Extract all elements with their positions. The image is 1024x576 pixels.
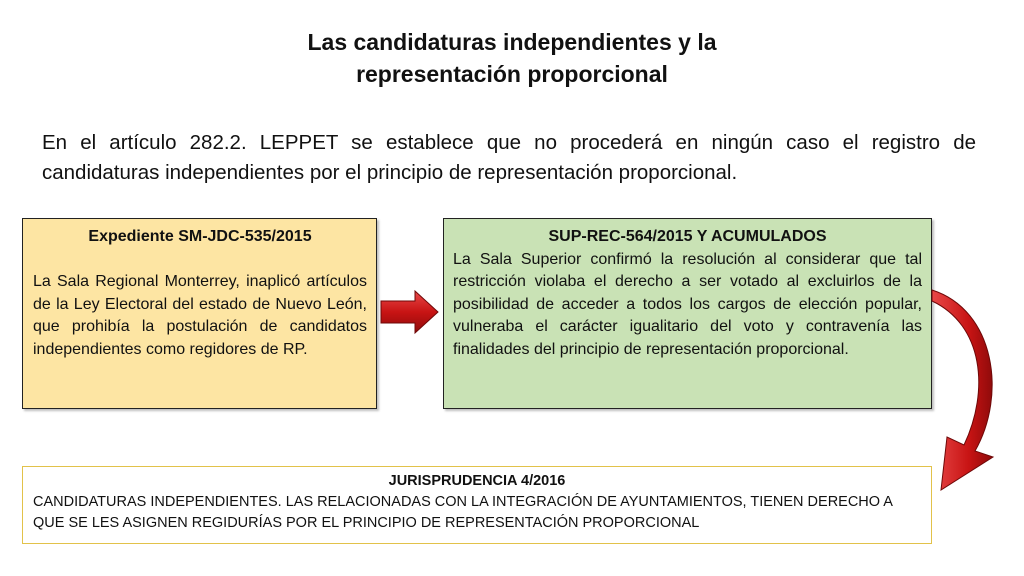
sup-rec-box <box>443 218 932 409</box>
slide-title-line-2: representación proporcional <box>356 61 668 87</box>
expediente-text: La Sala Regional Monterrey, inaplicó artículos de la Ley Electoral del estado de Nuevo León, que prohibía la postulación de candidatos independientes como regidores de RP. <box>33 273 367 358</box>
jurisprudencia-heading: JURISPRUDENCIA 4/2016 <box>388 473 566 489</box>
expediente-heading: Expediente SM-JDC-535/2015 <box>88 228 312 245</box>
jurisprudencia-box <box>22 466 932 544</box>
curved-arrow-down-icon <box>925 285 1017 495</box>
expediente-box <box>22 218 377 409</box>
jurisprudencia-text: CANDIDATURAS INDEPENDIENTES. LAS RELACIONADAS CON LA INTEGRACIÓN DE AYUNTAMIENTOS, TIENEN DERECHO A QUE SE LES ASIGNEN REGIDURÍAS POR EL PRINCIPIO DE REPRESENTACIÓN PROPORCIONAL <box>33 494 893 531</box>
slide-title <box>0 26 1024 90</box>
slide-title-line-1: Las candidaturas independientes y la <box>307 29 717 55</box>
intro-paragraph: En el artículo 282.2. LEPPET se establece que no procederá en ningún caso el registro de candidaturas independientes por el principio de representación proporcional. <box>42 131 976 184</box>
sup-rec-heading: SUP-REC-564/2015 Y ACUMULADOS <box>548 228 827 245</box>
sup-rec-text: La Sala Superior confirmó la resolución al considerar que tal restricción violaba el derecho a ser votado al excluirlos de la posibilidad de acceder a todos los cargos de elección popular, vulneraba el carácter igualitario del voto y contravenía las finalidades del principio de representación proporcional. <box>453 250 922 358</box>
arrow-right-icon <box>379 288 441 336</box>
